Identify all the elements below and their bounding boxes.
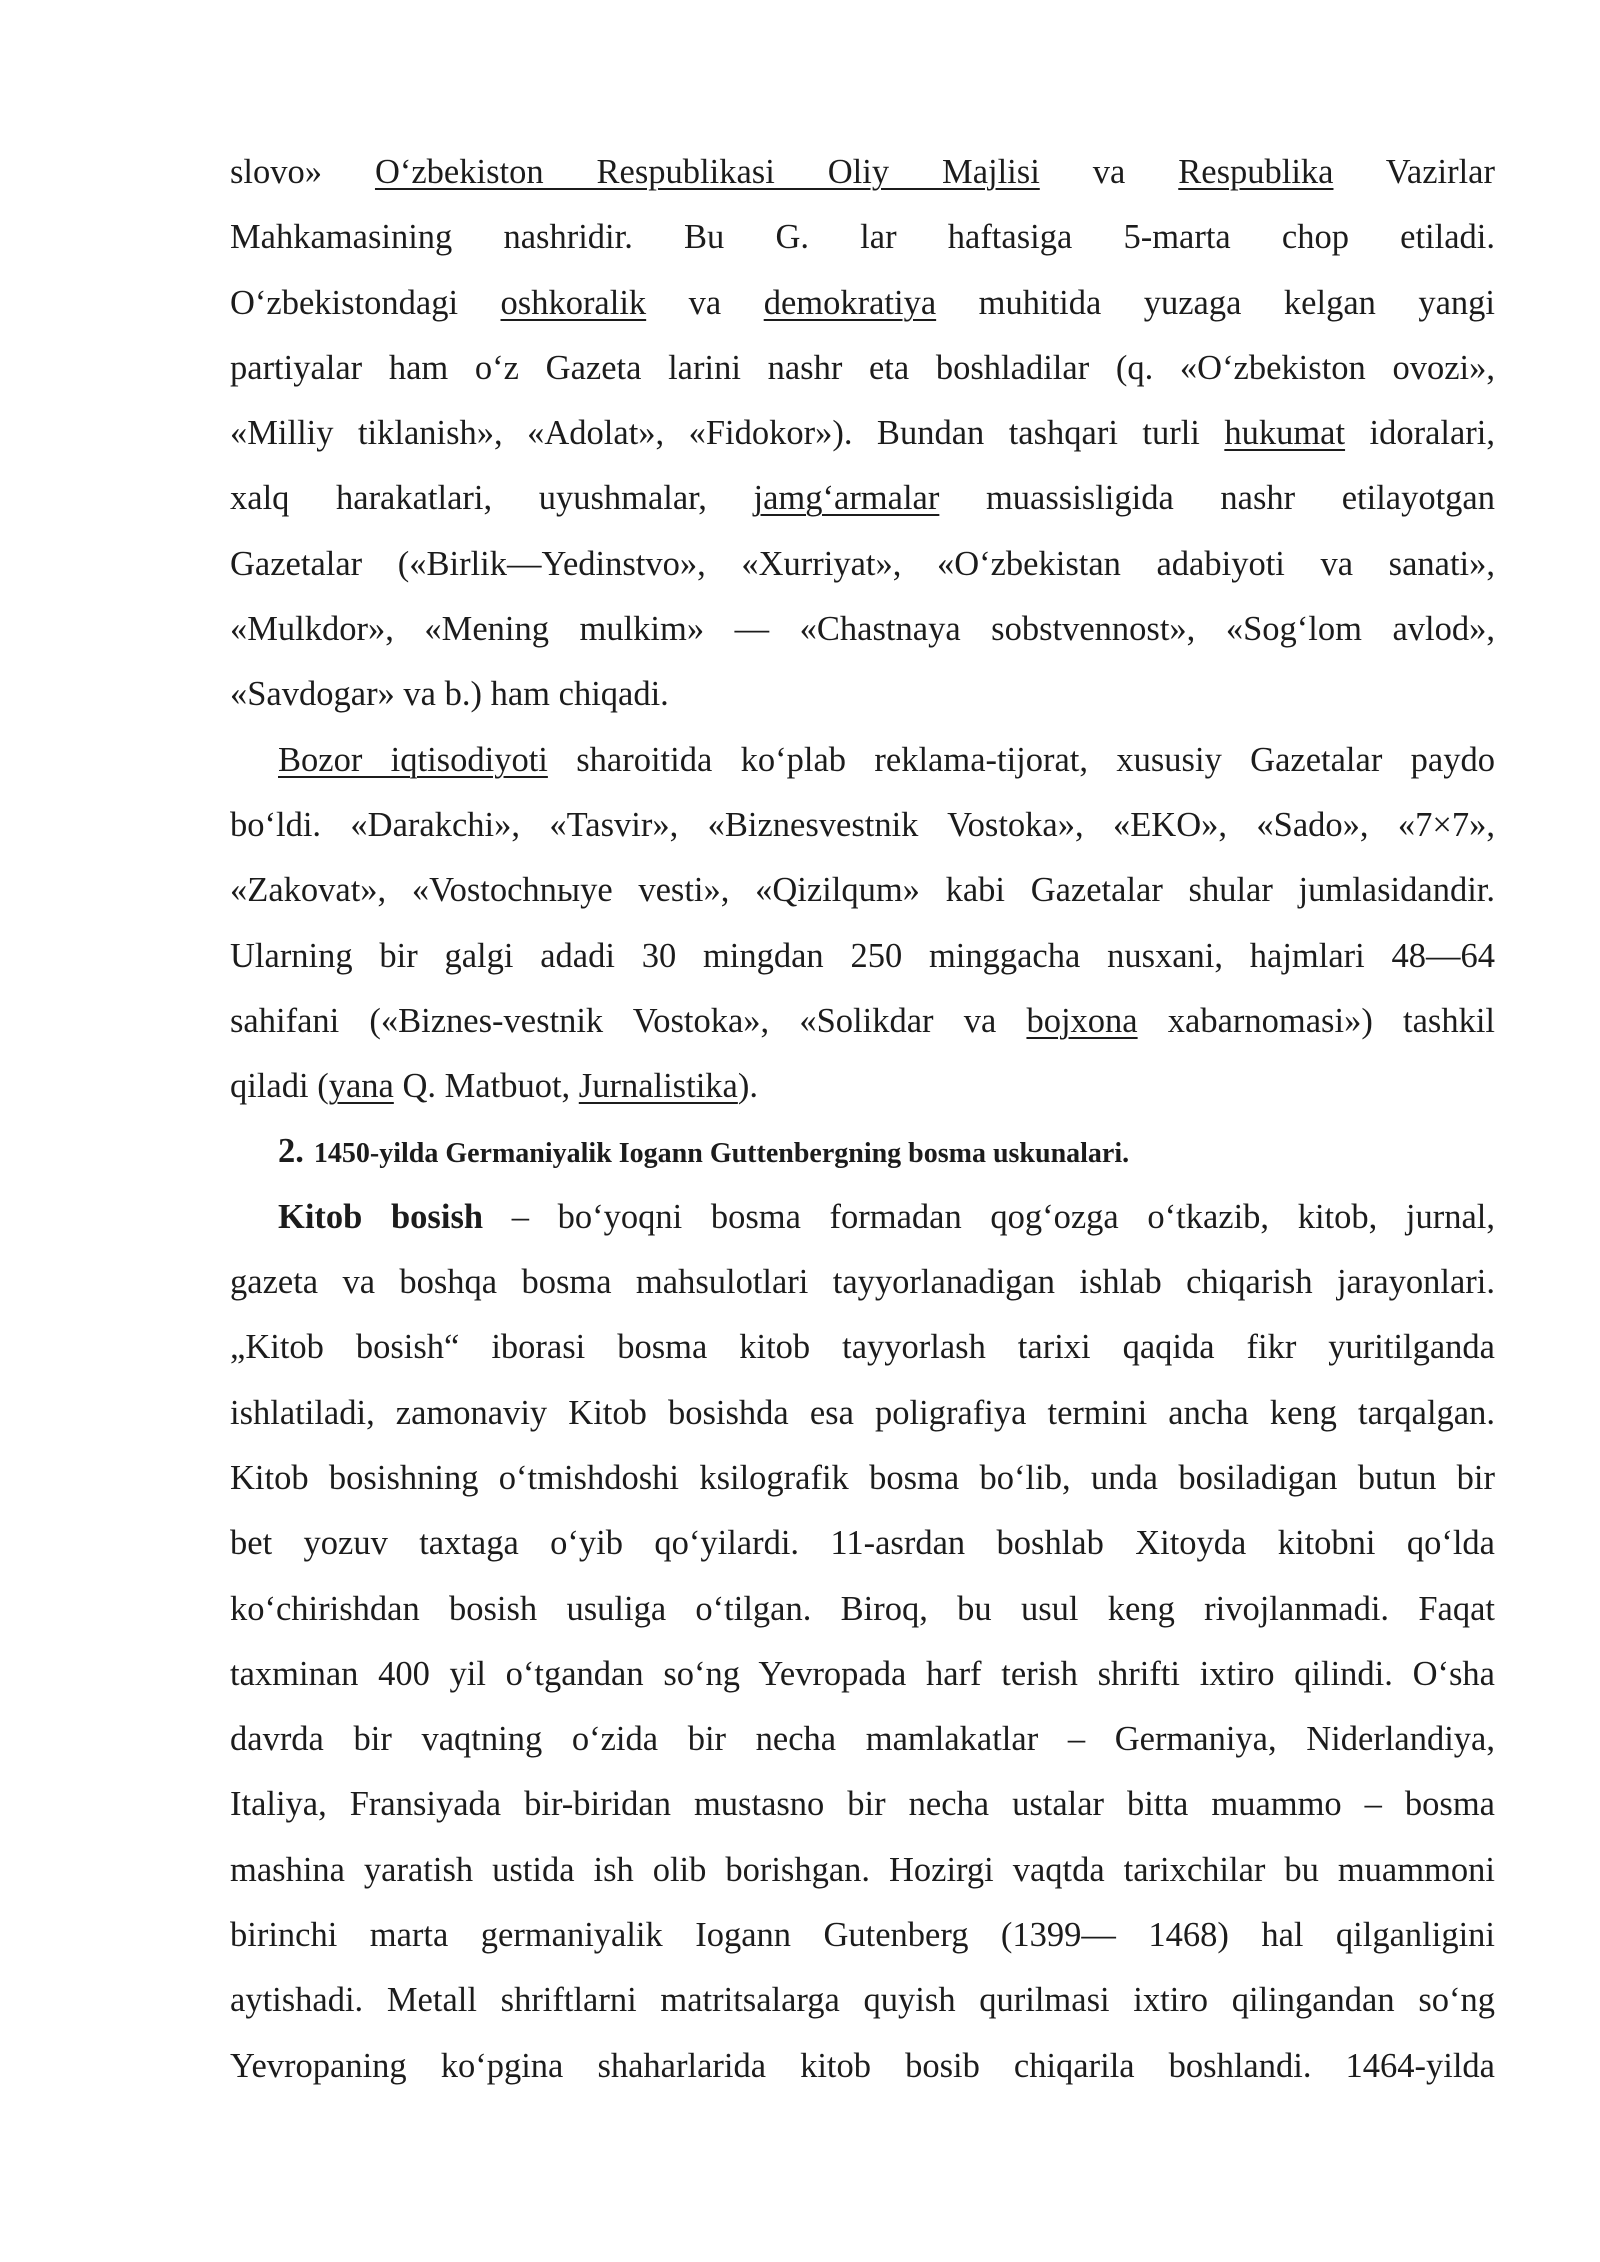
link-hukumat[interactable]: hukumat <box>1224 414 1346 453</box>
text-line: Yevropaning ko‘pgina shaharlarida kitob bosib chiqarila boshlandi. 1464-yilda <box>230 2046 1495 2085</box>
text-line: Mahkamasining nashridir. Bu G. lar haftasiga 5-marta chop etiladi. <box>230 218 1495 257</box>
link-oliy-majlis[interactable]: O‘zbekiston Respublikasi Oliy Majlisi <box>374 153 1040 191</box>
text-span: slovo» <box>230 153 375 191</box>
link-jamgarmalar[interactable]: jamg‘armalar <box>753 479 940 518</box>
text-line: Italiya, Fransiyada bir-biridan mustasno bir necha ustalar bitta muammo – bosma <box>230 1785 1495 1824</box>
text-span: idoralari, <box>1345 414 1495 453</box>
text-line: gazeta va boshqa bosma mahsulotlari tayyorlanadigan ishlab chiqarish jarayonlari. <box>230 1263 1495 1302</box>
text-line <box>230 140 1495 205</box>
text-line <box>230 466 1495 531</box>
text-line: taxminan 400 yil o‘tgandan so‘ng Yevropada harf terish shrifti ixtiro qilindi. O‘sha <box>230 1654 1495 1693</box>
paragraph-gazetalar <box>230 140 1495 728</box>
text-line: «Zakovat», «Vostochnыye vesti», «Qizilqum» kabi Gazetalar shular jumlasidandir. <box>230 871 1495 910</box>
heading-number: 2. <box>278 1132 304 1171</box>
text-line: davrda bir vaqtning o‘zida bir necha mamlakatlar – Germaniya, Niderlandiya, <box>230 1720 1495 1759</box>
text-span: xabarnomasi») tashkil <box>1137 1001 1495 1040</box>
link-oshkoralik[interactable]: oshkoralik <box>500 283 647 322</box>
text-span: xalq harakatlari, uyushmalar, <box>230 479 754 518</box>
link-respublika[interactable]: Respublika <box>1178 153 1334 191</box>
text-span: qiladi ( <box>230 1067 329 1106</box>
text-span: va <box>1039 153 1179 191</box>
text-span: muhitida yuzaga kelgan yangi <box>936 283 1496 322</box>
text-line: mashina yaratish ustida ish olib borishgan. Hozirgi vaqtda tarixchilar bu muammoni <box>230 1850 1495 1889</box>
text-span: va <box>646 283 764 322</box>
text-line <box>230 989 1495 1054</box>
text-line: ishlatiladi, zamonaviy Kitob bosishda esa poligrafiya termini ancha keng tarqalgan. <box>230 1393 1495 1432</box>
text-line: «Savdogar» va b.) ham chiqadi. <box>230 675 669 714</box>
text-span: Vazirlar <box>1333 153 1495 191</box>
term-kitob-bosish: Kitob bosish <box>278 1197 484 1236</box>
text-line: aytishadi. Metall shriftlarni matritsalarga quyish qurilmasi ixtiro qilingandan so‘ng <box>230 1981 1495 2020</box>
text-line: „Kitob bosish“ iborasi bosma kitob tayyorlash tarixi qaqida fikr yuritilganda <box>230 1328 1495 1367</box>
text-line: Ularning bir galgi adadi 30 mingdan 250 minggacha nusxani, hajmlari 48—64 <box>230 936 1495 975</box>
link-jurnalistika[interactable]: Jurnalistika <box>578 1067 738 1106</box>
text-line <box>230 728 1495 793</box>
link-bojxona[interactable]: bojxona <box>1026 1001 1138 1040</box>
text-line <box>230 1054 1495 1119</box>
text-span: ). <box>737 1067 758 1106</box>
text-span: sahifani («Biznes-vestnik Vostoka», «Solikdar va <box>230 1001 1027 1040</box>
paragraph-kitob-bosish <box>230 1185 1495 2099</box>
text-line: «Mulkdor», «Mening mulkim» — «Chastnaya sobstvennost», «Sog‘lom avlod», <box>230 610 1495 649</box>
text-span: «Milliy tiklanish», «Adolat», «Fidokor»). Bundan tashqari turli <box>230 414 1225 453</box>
text-line <box>230 401 1495 466</box>
section-heading <box>230 1119 1495 1184</box>
text-line: birinchi marta germaniyalik Iogann Gutenberg (1399— 1468) hal qilganligini <box>230 1916 1495 1955</box>
paragraph-bozor-iqtisodiyoti <box>230 728 1495 1120</box>
text-line: bo‘ldi. «Darakchi», «Tasvir», «Biznesvestnik Vostoka», «EKO», «Sado», «7×7», <box>230 805 1495 844</box>
text-span: muassisligida nashr etilayotgan <box>939 479 1495 518</box>
text-line <box>230 271 1495 336</box>
text-span: O‘zbekistondagi <box>230 283 501 322</box>
text-line <box>230 1185 1495 1250</box>
text-line: Kitob bosishning o‘tmishdoshi ksilografik bosma bo‘lib, unda bosiladigan butun bir <box>230 1458 1495 1497</box>
link-demokratiya[interactable]: demokratiya <box>763 283 937 322</box>
text-line: ko‘chirishdan bosish usuliga o‘tilgan. Biroq, bu usul keng rivojlanmadi. Faqat <box>230 1589 1495 1628</box>
heading-text: 1450-yilda Germaniyalik Iogann Guttenbergning bosma uskunalari. <box>313 1138 1130 1170</box>
text-span: sharoitida ko‘plab reklama-tijorat, xususiy Gazetalar paydo <box>547 740 1495 779</box>
document-page <box>230 140 1495 2099</box>
link-bozor-iqtisodiyoti[interactable]: Bozor iqtisodiyoti <box>278 740 548 779</box>
link-yana[interactable]: yana <box>328 1067 394 1106</box>
text-span: – bo‘yoqni bosma formadan qog‘ozga o‘tkazib, kitob, jurnal, <box>483 1197 1495 1236</box>
text-span: Q. Matbuot, <box>393 1067 579 1106</box>
text-line: Gazetalar («Birlik—Yedinstvo», «Xurriyat», «O‘zbekistan adabiyoti va sanati», <box>230 544 1495 583</box>
text-line: partiyalar ham o‘z Gazeta larini nashr eta boshladilar (q. «O‘zbekiston ovozi», <box>230 348 1495 387</box>
text-line: bet yozuv taxtaga o‘yib qo‘yilardi. 11-asrdan boshlab Xitoyda kitobni qo‘lda <box>230 1524 1495 1563</box>
